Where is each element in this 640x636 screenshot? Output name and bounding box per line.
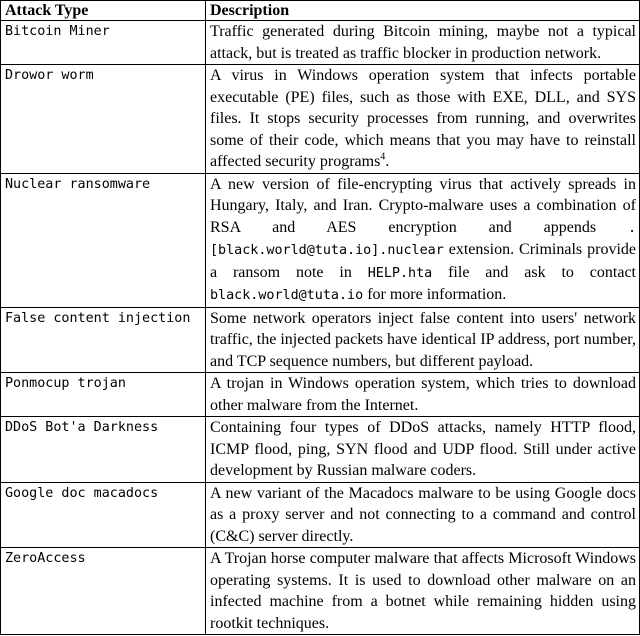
header-description: Description	[206, 1, 640, 21]
attack-type-cell: False content injection	[1, 307, 206, 373]
description-cell: Some network operators inject false content into users' network traffic, the injected packets have identical IP address, port number, and TCP sequence numbers, but different payload.	[206, 307, 640, 373]
attack-type-cell: ZeroAccess	[1, 548, 206, 635]
table-header-row	[1, 1, 640, 21]
description-cell: Traffic generated during Bitcoin mining, maybe not a typical attack, but is treated as traffic blocker in production network.	[206, 21, 640, 65]
table-row	[1, 373, 640, 417]
description-tail: .	[385, 153, 390, 170]
table-row	[1, 21, 640, 65]
description-text: A new version of file-encrypting virus that actively spreads in Hungary, Italy, and Iran. Crypto-malware uses a combination of RSA and AES encryption and appends	[210, 175, 636, 236]
table-row	[1, 548, 640, 635]
description-cell: A Trojan horse computer malware that affects Microsoft Windows operating systems. It is used to download other malware on an infected machine from a botnet while remaining hidden using rootkit techniques.	[206, 548, 640, 635]
table-row	[1, 65, 640, 174]
description-cell: A trojan in Windows operation system, which tries to download other malware from the Internet.	[206, 373, 640, 417]
table-row	[1, 482, 640, 548]
contact-email-code: black.world@tuta.io	[210, 288, 364, 303]
attack-type-cell: Google doc macadocs	[1, 482, 206, 548]
description-text: file and ask to contact	[432, 263, 637, 281]
description-text: for more information.	[363, 286, 507, 303]
description-cell	[206, 65, 640, 174]
attack-type-cell: Ponmocup trojan	[1, 373, 206, 417]
attack-type-cell: Drowor worm	[1, 65, 206, 174]
header-attack-type: Attack Type	[1, 1, 206, 21]
description-cell: A new variant of the Macadocs malware to be using Google docs as a proxy server and not connecting to a command and control (C&C) server directly.	[206, 482, 640, 548]
description-text: extension. Criminals provide a ransom note in	[210, 241, 636, 281]
description-cell	[206, 173, 640, 307]
table-row	[1, 307, 640, 373]
footnote-marker: 4	[380, 151, 386, 163]
table-row	[1, 417, 640, 483]
attack-type-cell: Nuclear ransomware	[1, 173, 206, 307]
description-text: A virus in Windows operation system that infects portable executable (PE) files, such as those with EXE, DLL, and SYS files. It stops security processes from running, and overwrites some of their code, which means that you may have to reinstall affected security programs	[210, 67, 636, 170]
description-cell: Containing four types of DDoS attacks, namely HTTP flood, ICMP flood, ping, SYN flood and UDP flood. Still under active development by Russian malware coders.	[206, 417, 640, 483]
file-extension-code: .[black.world@tuta.io].nuclear	[210, 220, 636, 258]
attack-type-cell: Bitcoin Miner	[1, 21, 206, 65]
table-row	[1, 173, 640, 307]
ransom-note-filename-code: HELP.hta	[367, 265, 433, 281]
attack-type-cell: DDoS Bot'a Darkness	[1, 417, 206, 483]
